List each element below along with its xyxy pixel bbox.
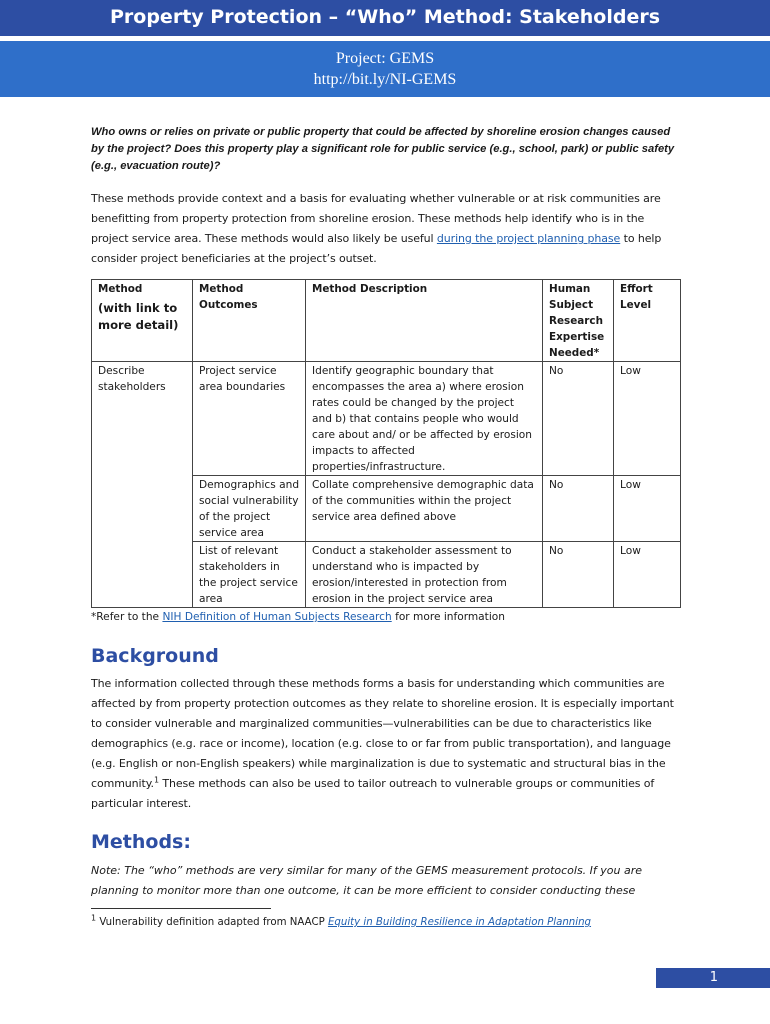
expertise-cell: No bbox=[543, 362, 614, 476]
footnote-number: 1 bbox=[91, 913, 97, 923]
description-header: Method Description bbox=[306, 280, 543, 362]
background-text-end: These methods can also be used to tailor outreach to vulnerable groups or communities of particular interest. bbox=[91, 777, 655, 810]
methods-heading: Methods: bbox=[91, 831, 191, 853]
page-title: Property Protection – “Who” Method: Stakeholders bbox=[0, 0, 770, 36]
method-header-label: Method bbox=[98, 283, 143, 295]
effort-cell: Low bbox=[614, 542, 681, 608]
expertise-cell: No bbox=[543, 542, 614, 608]
planning-phase-link[interactable]: during the project planning phase bbox=[436, 232, 621, 245]
table-note bbox=[91, 610, 679, 624]
intro-question: Who owns or relies on private or public property that could be affected by shoreline erosion changes caused by the project? Does this property play a significant role for public service (e.g., school, park) or public safety (e.g., evacuation route)? bbox=[91, 126, 675, 172]
page-number: 1 bbox=[656, 968, 770, 988]
effort-header: Effort Level bbox=[614, 280, 681, 362]
effort-cell: Low bbox=[614, 362, 681, 476]
expertise-cell: No bbox=[543, 476, 614, 542]
footnote-text: Vulnerability definition adapted from NAACP bbox=[96, 917, 328, 928]
page-content bbox=[91, 124, 679, 901]
background-paragraph bbox=[91, 674, 679, 814]
outcome-cell: Project service area boundaries bbox=[193, 362, 306, 476]
method-header bbox=[92, 280, 193, 362]
table-note-prefix: *Refer to the bbox=[91, 611, 163, 623]
project-url[interactable]: http://bit.ly/NI-GEMS bbox=[313, 71, 457, 88]
table-note-suffix: for more information bbox=[391, 611, 505, 623]
effort-cell: Low bbox=[614, 476, 681, 542]
table-row bbox=[92, 362, 681, 476]
methods-note: Note: The “who” methods are very similar for many of the GEMS measurement protocols. If you are planning to monitor more than one outcome, it can be more efficient to consider conducting these bbox=[91, 864, 643, 897]
outcomes-header: Method Outcomes bbox=[193, 280, 306, 362]
table-header-row bbox=[92, 280, 681, 362]
footnote-ref[interactable]: 1 bbox=[153, 775, 159, 785]
background-heading: Background bbox=[91, 645, 219, 667]
method-header-sub: (with link to more detail) bbox=[98, 301, 179, 332]
background-text: The information collected through these methods forms a basis for understanding which communities are affected by from property protection outcomes as they relate to shoreline erosion. It is especially important to consider vulnerable and marginalized communities—vulnerabilities can be due to characteristics like demographics (e.g. race or income), location (e.g. close to or far from public transportation), and language (e.g. English or non-English speakers) while marginalization is due to systematic and structural bias in the community. bbox=[91, 677, 674, 790]
footnote bbox=[91, 913, 592, 930]
description-cell: Collate comprehensive demographic data of the communities within the project service area defined above bbox=[306, 476, 543, 542]
nih-definition-link[interactable]: NIH Definition of Human Subjects Research bbox=[162, 611, 392, 623]
footnote-divider bbox=[91, 908, 271, 909]
description-cell: Conduct a stakeholder assessment to understand who is impacted by erosion/interested in protection from erosion in the project service area bbox=[306, 542, 543, 608]
outcome-cell: Demographics and social vulnerability of the project service area bbox=[193, 476, 306, 542]
intro-paragraph bbox=[91, 189, 679, 269]
project-name: Project: GEMS bbox=[335, 50, 435, 67]
intro-text: These methods provide context and a basis for evaluating whether vulnerable or at risk communities are benefitting from property protection from shoreline erosion. These methods help identify who is in the project service area. These methods would also likely be useful bbox=[91, 192, 661, 245]
methods-table bbox=[91, 279, 681, 608]
method-name-cell[interactable]: Describe stakeholders bbox=[92, 362, 193, 608]
outcome-cell: List of relevant stakeholders in the project service area bbox=[193, 542, 306, 608]
naacp-equity-link[interactable]: Equity in Building Resilience in Adaptation Planning bbox=[327, 917, 592, 928]
project-banner bbox=[0, 41, 770, 97]
expertise-header: Human Subject Research Expertise Needed* bbox=[543, 280, 614, 362]
description-cell: Identify geographic boundary that encompasses the area a) where erosion rates could be changed by the project and b) that contains people who would care about and/ or be affected by erosion impacts to affected properties/infrastructure. bbox=[306, 362, 543, 476]
intro-text-end: to help consider project beneficiaries at the project’s outset. bbox=[91, 232, 662, 265]
